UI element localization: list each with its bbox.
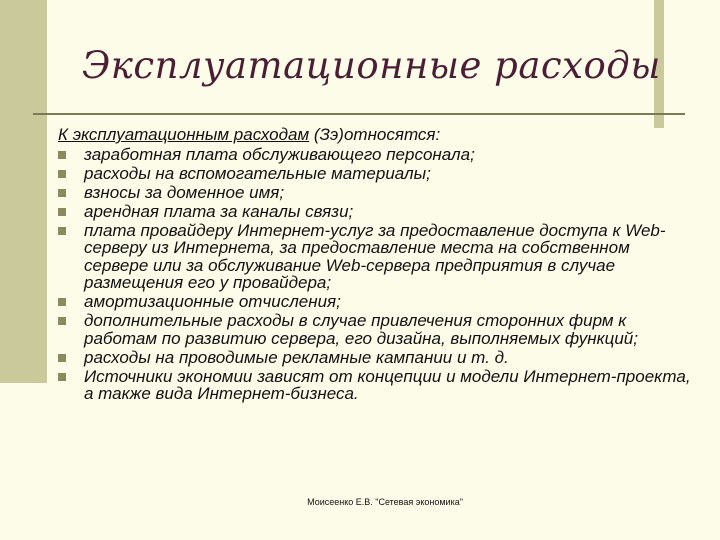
slide-footer: Моисеенко Е.В. "Сетевая экономика" — [307, 497, 463, 507]
left-accent-band — [0, 0, 47, 383]
square-bullet-icon — [58, 373, 66, 381]
slide-title: Эксплуатационные расходы — [82, 44, 661, 87]
list-item-text: плата провайдеру Интернет-услуг за предоставление доступа к Web-серверу из Интернета, за предоставление места на собственном сервере или за обслуживание Web-сервера предприятия в случае размещения его у провайдера; — [84, 220, 666, 293]
list-item-text: дополнительные расходы в случае привлечения сторонних фирм к работам по развитию сервера, его дизайна, выполняемых функций; — [84, 311, 638, 348]
list-item-text: расходы на проводимые рекламные кампании и т. д. — [84, 347, 509, 367]
list-item — [58, 146, 698, 164]
square-bullet-icon — [58, 189, 66, 197]
intro-line — [58, 126, 698, 144]
square-bullet-icon — [58, 151, 66, 159]
square-bullet-icon — [58, 227, 66, 235]
list-item — [58, 368, 698, 403]
list-item — [58, 349, 698, 367]
list-item — [58, 312, 698, 347]
slide-body — [58, 126, 698, 404]
square-bullet-icon — [58, 170, 66, 178]
list-item — [58, 184, 698, 202]
title-divider — [33, 113, 685, 115]
square-bullet-icon — [58, 208, 66, 216]
square-bullet-icon — [58, 317, 66, 325]
list-item — [58, 203, 698, 221]
list-item-text: амортизационные отчисления; — [84, 292, 341, 312]
list-item-text: Источники экономии зависят от концепции и модели Интернет-проекта, а также вида Интернет-бизнеса. — [84, 366, 691, 404]
list-item — [58, 293, 698, 311]
list-item-text: взносы за доменное имя; — [84, 182, 285, 202]
square-bullet-icon — [58, 298, 66, 306]
list-item-text: заработная плата обслуживающего персонала; — [84, 144, 475, 164]
intro-rest: (Зэ)относятся: — [309, 125, 441, 144]
list-item — [58, 165, 698, 183]
list-item — [58, 222, 698, 292]
list-item-text: расходы на вспомогательные материалы; — [84, 163, 431, 183]
square-bullet-icon — [58, 354, 66, 362]
expense-list — [58, 146, 698, 403]
list-item-text: арендная плата за каналы связи; — [84, 201, 354, 221]
intro-underlined: К эксплуатационным расходам — [58, 125, 310, 144]
